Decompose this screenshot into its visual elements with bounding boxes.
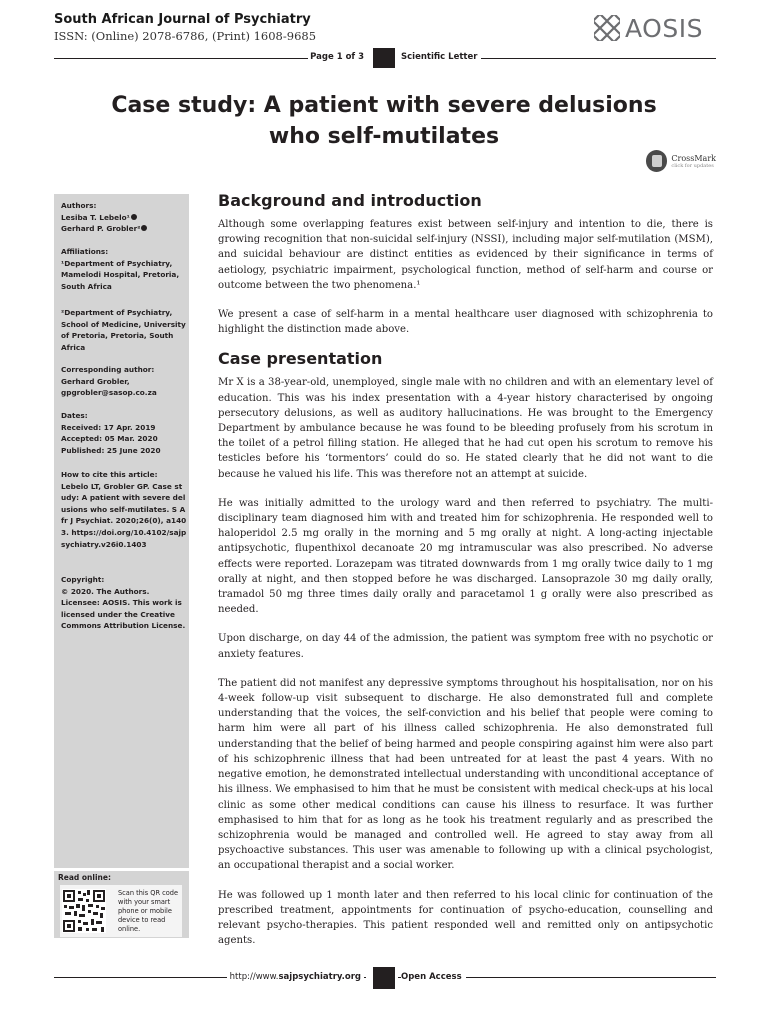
corresponding-name: Gerhard Grobler, [61, 376, 130, 386]
authors-block [61, 200, 187, 235]
copyright-label: Copyright: [61, 575, 105, 584]
heading-case-presentation: Case presentation [218, 349, 383, 369]
authors-label: Authors: [61, 201, 97, 210]
crossmark-badge[interactable] [646, 148, 716, 174]
title-line-2: who self-mutilates [268, 124, 500, 149]
journal-url-link[interactable] [227, 972, 364, 982]
divider [54, 58, 316, 59]
author-1 [61, 212, 187, 224]
copyright-text: © 2020. The Authors. Licensee: AOSIS. This work is licensed under the Creative Commons Attribution License. [61, 586, 186, 631]
paragraph: He was initially admitted to the urology ward and then referred to psychiatry. The multi-disciplinary team diagnosed him with and treated him for schizophrenia. He responded well to haloperidol 2.5 mg orally in the morning and 5 mg orally at night. A long-acting injectable antipsychotic, flupenthixol decanoate 20 mg intramuscular was also prescribed. No adverse effects were reported. Lorazepam was titrated downwards from 1 mg orally twice daily to 1 mg orally at night, and then stopped before he was discharged. Lansoprazole 30 mg daily orally, tramadol 50 mg three times daily orally and paracetamol 1 g orally were also prescribed as needed. [218, 497, 713, 616]
url-prefix: http://www. [229, 972, 279, 982]
crossmark-labels [671, 154, 716, 169]
affiliations-block [61, 246, 187, 292]
read-online-box [60, 885, 182, 937]
divider [476, 58, 716, 59]
article-info-sidebar [54, 194, 189, 870]
article-title [100, 90, 668, 152]
cite-text: Lebelo LT, Grobler GP. Case study: A patient with severe delusions who self-mutilates. S Afr J Psychiat. 2020;26(0), a1403. https://doi.org/10.4102/sajpsychiatry.v26i0.1403 [61, 481, 187, 549]
cite-label: How to cite this article: [61, 470, 158, 479]
orcid-icon[interactable] [131, 214, 137, 220]
crossmark-label: CrossMark [671, 153, 716, 163]
corresponding-label: Corresponding author: [61, 365, 155, 374]
date-received: Received: 17 Apr. 2019 [61, 422, 156, 432]
article-body [218, 190, 713, 948]
corresponding-email[interactable]: gpgrobler@sasop.co.za [61, 388, 157, 398]
date-published: Published: 25 June 2020 [61, 445, 161, 455]
aosis-logo[interactable] [594, 12, 716, 44]
url-domain: sajpsychiatry.org [278, 972, 361, 982]
paragraph: Upon discharge, on day 44 of the admission, the patient was symptom free with no psychotic or anxiety features. [218, 633, 713, 660]
date-accepted: Accepted: 05 Mar. 2020 [61, 434, 158, 444]
issn: ISSN: (Online) 2078-6786, (Print) 1608-9685 [54, 29, 317, 43]
aosis-logo-icon [594, 15, 620, 41]
dates-label: Dates: [61, 411, 88, 420]
read-online-label: Read online: [58, 873, 111, 882]
journal-name: South African Journal of Psychiatry [54, 12, 311, 27]
read-online-panel [54, 868, 189, 938]
author-2-name: Gerhard P. Grobler² [61, 224, 141, 234]
affiliation-2-block [61, 307, 187, 353]
heading-background: Background and introduction [218, 191, 482, 210]
article-type: Scientific Letter [401, 52, 481, 62]
orcid-icon[interactable] [141, 225, 147, 231]
page-bar [0, 48, 768, 68]
dates-block [61, 410, 187, 456]
qr-code-icon[interactable] [62, 889, 106, 933]
author-2 [61, 223, 187, 235]
copyright-block [61, 574, 187, 632]
title-line-1: Case study: A patient with severe delusions [111, 93, 657, 118]
page-marker [373, 48, 395, 68]
paragraph: We present a case of self-harm in a mental healthcare user diagnosed with schizophrenia to highlight the distinction made above. [218, 309, 713, 336]
paragraph: Although some overlapping features exist between self-injury and intention to die, there is growing recognition that non-suicidal self-injury (NSSI), including major self-mutilation (MSM), and suicidal behaviour are distinct entities as evidenced by their significance in terms of aetiology, psychiatric impairment, psychological function, method of self-harm and course or outcome between the two phenomena.¹ [218, 219, 713, 291]
footer-marker [373, 967, 395, 989]
scan-instructions: Scan this QR code with your smart phone or mobile device to read online. [118, 889, 179, 933]
corresponding-block [61, 364, 187, 399]
page-footer [0, 967, 768, 989]
author-1-name: Lesiba T. Lebelo¹ [61, 212, 130, 222]
page-number: Page 1 of 3 [310, 52, 364, 62]
open-access-label: Open Access [401, 972, 466, 982]
paragraph: The patient did not manifest any depressive symptoms throughout his hospitalisation, nor on his 4-week follow-up visit subsequent to discharge. He also demonstrated full and complete understanding that the voices, the self-conviction and his belief that people were coming to harm him were all part of his illness called schizophrenia. He also demonstrated full understanding that the belief of being harmed and people conspiring against him were also part of his schizophrenic illness that had been untreated for at least the past 4 years. With no negative emotion, he demonstrated intellectual understanding with unconditional acceptance of his illness. We emphasised to him that he must be consistent with medical check-ups at his local clinic as some other medical conditions can cause his illness to resurface. It was further emphasised to him that for as long as he took his treatment regularly and as prescribed the schizophrenia would be managed and controlled well. He agreed to stay away from all psychoactive substances. This user was amenable to following up with a clinical psychologist, an occupational therapist and a social worker. [218, 677, 713, 872]
logo-text: AOSIS [625, 13, 703, 43]
paragraph: Mr X is a 38-year-old, unemployed, single male with no children and with an elementary level of education. This was his index presentation with a 4-year history characterised by ongoing persecutory delusions, as well as auditory hallucinations. He was brought to the Emergency Department by ambulance because he was found to be bleeding profusely from his scrotum in the toilet of a petrol filling station. He alleged that he had cut open his scrotum to remove his testicles before his ‘tormentors’ could do so. He stated clearly that he did not want to die because he valued his life. This was therefore not an attempt at suicide. [218, 377, 713, 480]
citation-block [61, 469, 187, 550]
paragraph: He was followed up 1 month later and then referred to his local clinic for continuation of the prescribed treatment, appointments for continuation of psycho-education, counselling and relevant psycho-therapies. This patient responded well and remitted only on antipsychotic agents. [218, 889, 713, 947]
crossmark-sub: click for updates [671, 162, 714, 169]
crossmark-icon [646, 150, 667, 172]
affiliations-label: Affiliations: [61, 247, 109, 256]
affiliation-2: ²Department of Psychiatry, School of Medicine, University of Pretoria, Pretoria, South Africa [61, 308, 186, 352]
affiliation-1: ¹Department of Psychiatry, Mamelodi Hospital, Pretoria, South Africa [61, 258, 180, 291]
